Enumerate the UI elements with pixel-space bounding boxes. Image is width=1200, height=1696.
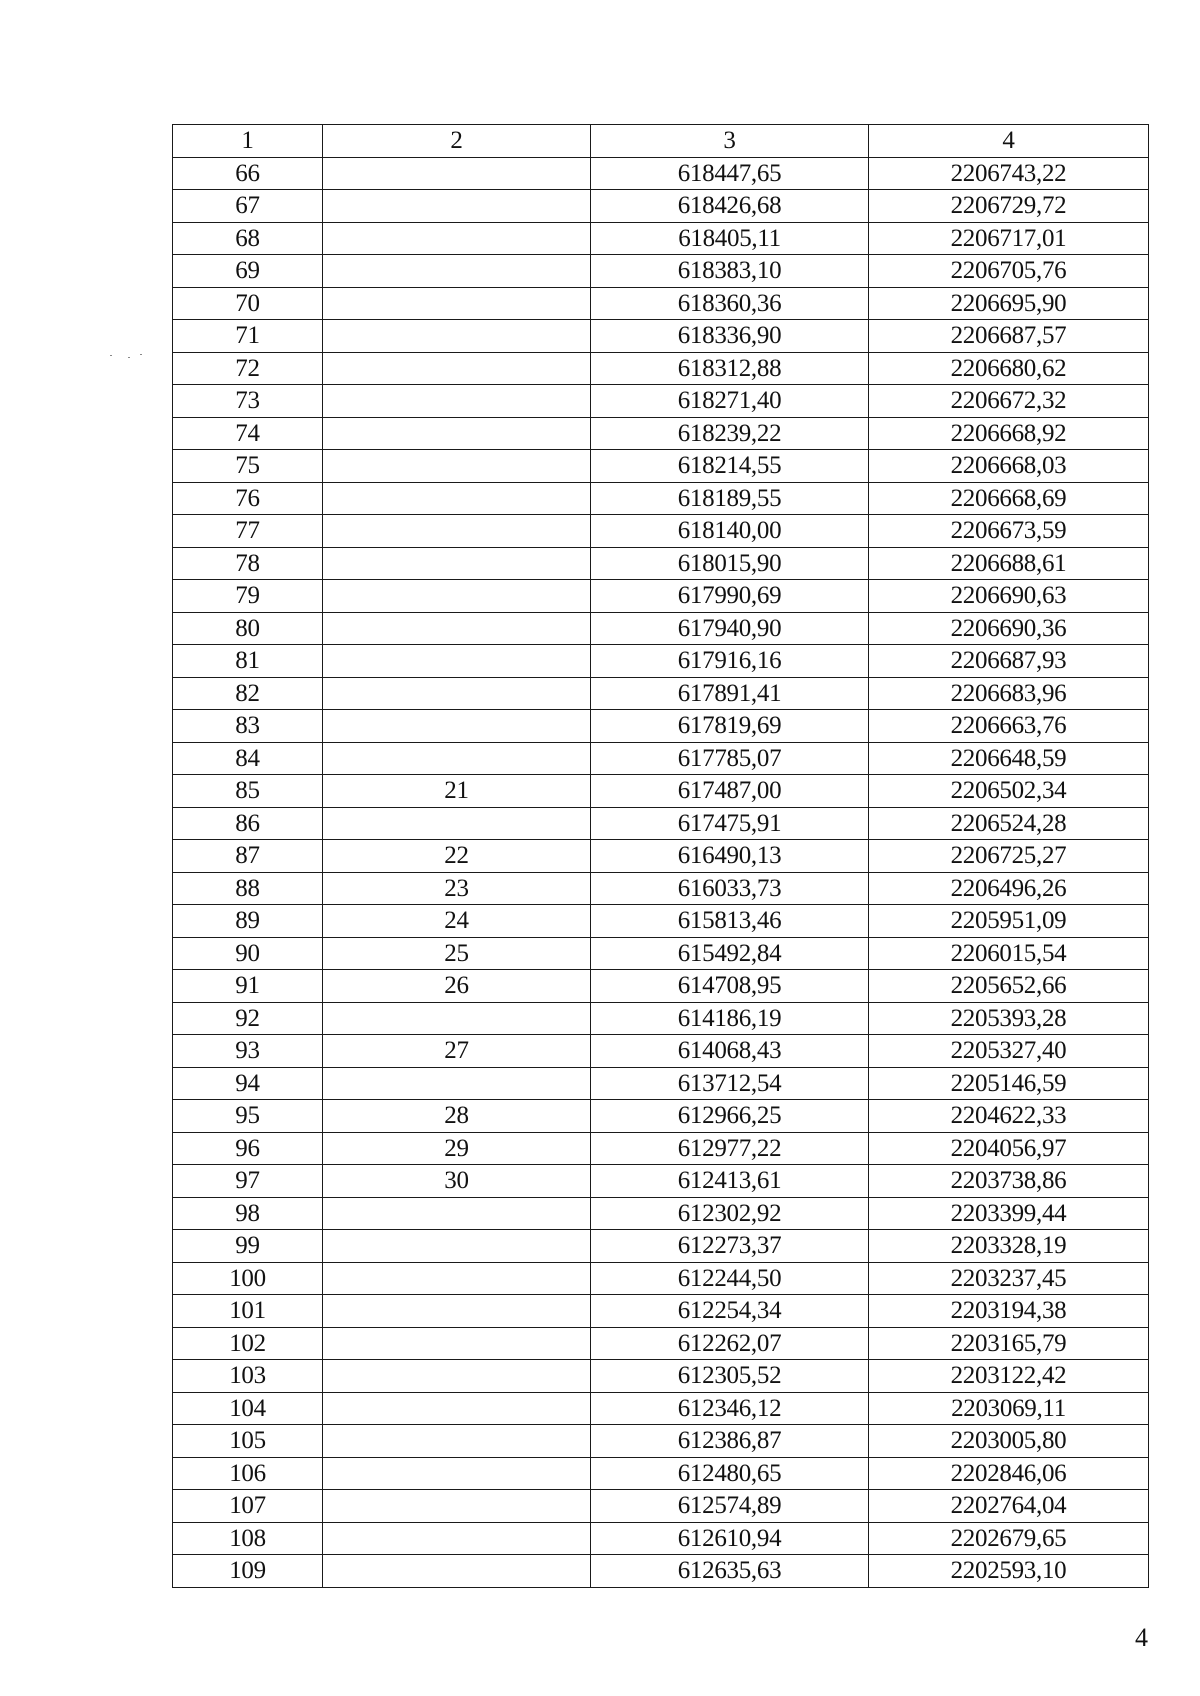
table-row <box>173 775 1149 808</box>
table-row <box>173 1165 1149 1198</box>
scan-speck <box>128 357 130 358</box>
x-coordinate-cell: 616033,73 <box>591 872 869 905</box>
sub-number-cell: 23 <box>323 872 591 905</box>
x-coordinate-cell: 614708,95 <box>591 970 869 1003</box>
y-coordinate-cell: 2202593,10 <box>869 1555 1149 1588</box>
page-number: 4 <box>1135 1623 1148 1652</box>
sub-number-cell <box>323 255 591 288</box>
point-number-cell: 77 <box>173 515 323 548</box>
table-row <box>173 287 1149 320</box>
sub-number-cell <box>323 1425 591 1458</box>
table-row <box>173 482 1149 515</box>
y-coordinate-cell: 2206496,26 <box>869 872 1149 905</box>
x-coordinate-cell: 618360,36 <box>591 287 869 320</box>
sub-number-cell <box>323 482 591 515</box>
x-coordinate-cell: 618271,40 <box>591 385 869 418</box>
x-coordinate-cell: 616490,13 <box>591 840 869 873</box>
x-coordinate-cell: 618239,22 <box>591 417 869 450</box>
table-row <box>173 645 1149 678</box>
table-row <box>173 352 1149 385</box>
x-coordinate-cell: 612574,89 <box>591 1490 869 1523</box>
sub-number-cell <box>323 320 591 353</box>
y-coordinate-cell: 2206648,59 <box>869 742 1149 775</box>
table-row <box>173 1555 1149 1588</box>
x-coordinate-cell: 617990,69 <box>591 580 869 613</box>
table-row <box>173 677 1149 710</box>
table-row <box>173 1360 1149 1393</box>
sub-number-cell <box>323 580 591 613</box>
point-number-cell: 104 <box>173 1392 323 1425</box>
table-row <box>173 320 1149 353</box>
table-row <box>173 417 1149 450</box>
sub-number-cell <box>323 157 591 190</box>
scan-speck <box>140 354 142 355</box>
point-number-cell: 74 <box>173 417 323 450</box>
y-coordinate-cell: 2206672,32 <box>869 385 1149 418</box>
sub-number-cell <box>323 352 591 385</box>
y-coordinate-cell: 2206687,57 <box>869 320 1149 353</box>
y-coordinate-cell: 2206680,62 <box>869 352 1149 385</box>
sub-number-cell <box>323 287 591 320</box>
y-coordinate-cell: 2206695,90 <box>869 287 1149 320</box>
sub-number-cell <box>323 515 591 548</box>
point-number-cell: 102 <box>173 1327 323 1360</box>
x-coordinate-cell: 612480,65 <box>591 1457 869 1490</box>
table-row <box>173 157 1149 190</box>
x-coordinate-cell: 612966,25 <box>591 1100 869 1133</box>
sub-number-cell <box>323 417 591 450</box>
x-coordinate-cell: 612977,22 <box>591 1132 869 1165</box>
point-number-cell: 96 <box>173 1132 323 1165</box>
sub-number-cell: 30 <box>323 1165 591 1198</box>
point-number-cell: 97 <box>173 1165 323 1198</box>
point-number-cell: 81 <box>173 645 323 678</box>
y-coordinate-cell: 2206668,92 <box>869 417 1149 450</box>
y-coordinate-cell: 2206663,76 <box>869 710 1149 743</box>
y-coordinate-cell: 2206015,54 <box>869 937 1149 970</box>
x-coordinate-cell: 618189,55 <box>591 482 869 515</box>
y-coordinate-cell: 2204056,97 <box>869 1132 1149 1165</box>
point-number-cell: 71 <box>173 320 323 353</box>
table-row <box>173 1327 1149 1360</box>
column-header-3: 3 <box>591 125 869 158</box>
column-header-2: 2 <box>323 125 591 158</box>
x-coordinate-cell: 618447,65 <box>591 157 869 190</box>
table-row <box>173 742 1149 775</box>
sub-number-cell: 21 <box>323 775 591 808</box>
y-coordinate-cell: 2203005,80 <box>869 1425 1149 1458</box>
point-number-cell: 87 <box>173 840 323 873</box>
x-coordinate-cell: 612610,94 <box>591 1522 869 1555</box>
point-number-cell: 103 <box>173 1360 323 1393</box>
y-coordinate-cell: 2206683,96 <box>869 677 1149 710</box>
point-number-cell: 76 <box>173 482 323 515</box>
x-coordinate-cell: 618312,88 <box>591 352 869 385</box>
x-coordinate-cell: 618336,90 <box>591 320 869 353</box>
y-coordinate-cell: 2205951,09 <box>869 905 1149 938</box>
point-number-cell: 86 <box>173 807 323 840</box>
y-coordinate-cell: 2206687,93 <box>869 645 1149 678</box>
x-coordinate-cell: 614186,19 <box>591 1002 869 1035</box>
scan-speck <box>110 355 112 356</box>
sub-number-cell <box>323 1392 591 1425</box>
y-coordinate-cell: 2206668,03 <box>869 450 1149 483</box>
sub-number-cell: 22 <box>323 840 591 873</box>
sub-number-cell: 29 <box>323 1132 591 1165</box>
x-coordinate-cell: 612244,50 <box>591 1262 869 1295</box>
y-coordinate-cell: 2203399,44 <box>869 1197 1149 1230</box>
y-coordinate-cell: 2206725,27 <box>869 840 1149 873</box>
x-coordinate-cell: 612262,07 <box>591 1327 869 1360</box>
point-number-cell: 90 <box>173 937 323 970</box>
y-coordinate-cell: 2203069,11 <box>869 1392 1149 1425</box>
y-coordinate-cell: 2206502,34 <box>869 775 1149 808</box>
sub-number-cell <box>323 612 591 645</box>
point-number-cell: 72 <box>173 352 323 385</box>
x-coordinate-cell: 617487,00 <box>591 775 869 808</box>
sub-number-cell <box>323 645 591 678</box>
sub-number-cell <box>323 677 591 710</box>
sub-number-cell <box>323 1197 591 1230</box>
sub-number-cell <box>323 190 591 223</box>
table-row <box>173 905 1149 938</box>
table-row <box>173 222 1149 255</box>
sub-number-cell <box>323 742 591 775</box>
y-coordinate-cell: 2206717,01 <box>869 222 1149 255</box>
point-number-cell: 83 <box>173 710 323 743</box>
point-number-cell: 82 <box>173 677 323 710</box>
table-row <box>173 807 1149 840</box>
table-row <box>173 255 1149 288</box>
table-row <box>173 1457 1149 1490</box>
point-number-cell: 99 <box>173 1230 323 1263</box>
point-number-cell: 107 <box>173 1490 323 1523</box>
table-header-row <box>173 125 1149 158</box>
y-coordinate-cell: 2206743,22 <box>869 157 1149 190</box>
point-number-cell: 79 <box>173 580 323 613</box>
table-row <box>173 450 1149 483</box>
x-coordinate-cell: 618015,90 <box>591 547 869 580</box>
sub-number-cell: 28 <box>323 1100 591 1133</box>
table-row <box>173 970 1149 1003</box>
x-coordinate-cell: 617785,07 <box>591 742 869 775</box>
y-coordinate-cell: 2205146,59 <box>869 1067 1149 1100</box>
point-number-cell: 101 <box>173 1295 323 1328</box>
point-number-cell: 84 <box>173 742 323 775</box>
x-coordinate-cell: 618405,11 <box>591 222 869 255</box>
y-coordinate-cell: 2203738,86 <box>869 1165 1149 1198</box>
y-coordinate-cell: 2206729,72 <box>869 190 1149 223</box>
x-coordinate-cell: 612302,92 <box>591 1197 869 1230</box>
x-coordinate-cell: 618426,68 <box>591 190 869 223</box>
table-row <box>173 1490 1149 1523</box>
point-number-cell: 66 <box>173 157 323 190</box>
x-coordinate-cell: 613712,54 <box>591 1067 869 1100</box>
x-coordinate-cell: 617916,16 <box>591 645 869 678</box>
coordinates-table <box>172 124 1149 1588</box>
y-coordinate-cell: 2203328,19 <box>869 1230 1149 1263</box>
y-coordinate-cell: 2206690,63 <box>869 580 1149 613</box>
sub-number-cell <box>323 450 591 483</box>
table-row <box>173 1132 1149 1165</box>
point-number-cell: 92 <box>173 1002 323 1035</box>
point-number-cell: 68 <box>173 222 323 255</box>
sub-number-cell <box>323 385 591 418</box>
sub-number-cell <box>323 1067 591 1100</box>
x-coordinate-cell: 612254,34 <box>591 1295 869 1328</box>
x-coordinate-cell: 617475,91 <box>591 807 869 840</box>
x-coordinate-cell: 617940,90 <box>591 612 869 645</box>
x-coordinate-cell: 612635,63 <box>591 1555 869 1588</box>
table-row <box>173 547 1149 580</box>
point-number-cell: 106 <box>173 1457 323 1490</box>
point-number-cell: 67 <box>173 190 323 223</box>
point-number-cell: 73 <box>173 385 323 418</box>
y-coordinate-cell: 2203165,79 <box>869 1327 1149 1360</box>
table-row <box>173 515 1149 548</box>
y-coordinate-cell: 2203237,45 <box>869 1262 1149 1295</box>
sub-number-cell <box>323 710 591 743</box>
y-coordinate-cell: 2203122,42 <box>869 1360 1149 1393</box>
point-number-cell: 94 <box>173 1067 323 1100</box>
y-coordinate-cell: 2206688,61 <box>869 547 1149 580</box>
table-row <box>173 1197 1149 1230</box>
x-coordinate-cell: 615492,84 <box>591 937 869 970</box>
sub-number-cell <box>323 1002 591 1035</box>
column-header-1: 1 <box>173 125 323 158</box>
y-coordinate-cell: 2205327,40 <box>869 1035 1149 1068</box>
table-row <box>173 1522 1149 1555</box>
point-number-cell: 80 <box>173 612 323 645</box>
x-coordinate-cell: 612273,37 <box>591 1230 869 1263</box>
y-coordinate-cell: 2205393,28 <box>869 1002 1149 1035</box>
point-number-cell: 85 <box>173 775 323 808</box>
table-row <box>173 580 1149 613</box>
y-coordinate-cell: 2206668,69 <box>869 482 1149 515</box>
point-number-cell: 100 <box>173 1262 323 1295</box>
x-coordinate-cell: 612413,61 <box>591 1165 869 1198</box>
y-coordinate-cell: 2206705,76 <box>869 255 1149 288</box>
table-row <box>173 710 1149 743</box>
table-row <box>173 385 1149 418</box>
table-row <box>173 1295 1149 1328</box>
x-coordinate-cell: 618383,10 <box>591 255 869 288</box>
point-number-cell: 91 <box>173 970 323 1003</box>
sub-number-cell <box>323 807 591 840</box>
y-coordinate-cell: 2206524,28 <box>869 807 1149 840</box>
y-coordinate-cell: 2206690,36 <box>869 612 1149 645</box>
table-row <box>173 1035 1149 1068</box>
table-row <box>173 1392 1149 1425</box>
sub-number-cell <box>323 1262 591 1295</box>
y-coordinate-cell: 2206673,59 <box>869 515 1149 548</box>
sub-number-cell <box>323 547 591 580</box>
table-row <box>173 840 1149 873</box>
table-row <box>173 1067 1149 1100</box>
y-coordinate-cell: 2202679,65 <box>869 1522 1149 1555</box>
y-coordinate-cell: 2202764,04 <box>869 1490 1149 1523</box>
point-number-cell: 78 <box>173 547 323 580</box>
point-number-cell: 89 <box>173 905 323 938</box>
sub-number-cell <box>323 1457 591 1490</box>
table-row <box>173 1230 1149 1263</box>
y-coordinate-cell: 2203194,38 <box>869 1295 1149 1328</box>
sub-number-cell <box>323 1555 591 1588</box>
x-coordinate-cell: 618140,00 <box>591 515 869 548</box>
table-row <box>173 1002 1149 1035</box>
point-number-cell: 69 <box>173 255 323 288</box>
table-row <box>173 872 1149 905</box>
table-row <box>173 937 1149 970</box>
y-coordinate-cell: 2205652,66 <box>869 970 1149 1003</box>
point-number-cell: 98 <box>173 1197 323 1230</box>
table-row <box>173 190 1149 223</box>
sub-number-cell: 27 <box>323 1035 591 1068</box>
y-coordinate-cell: 2204622,33 <box>869 1100 1149 1133</box>
x-coordinate-cell: 612305,52 <box>591 1360 869 1393</box>
sub-number-cell <box>323 1360 591 1393</box>
point-number-cell: 70 <box>173 287 323 320</box>
x-coordinate-cell: 617819,69 <box>591 710 869 743</box>
x-coordinate-cell: 612386,87 <box>591 1425 869 1458</box>
sub-number-cell <box>323 1490 591 1523</box>
table-body <box>173 157 1149 1587</box>
x-coordinate-cell: 617891,41 <box>591 677 869 710</box>
sub-number-cell <box>323 1295 591 1328</box>
point-number-cell: 105 <box>173 1425 323 1458</box>
sub-number-cell: 25 <box>323 937 591 970</box>
sub-number-cell: 24 <box>323 905 591 938</box>
sub-number-cell <box>323 1230 591 1263</box>
x-coordinate-cell: 612346,12 <box>591 1392 869 1425</box>
point-number-cell: 108 <box>173 1522 323 1555</box>
table-row <box>173 1262 1149 1295</box>
x-coordinate-cell: 614068,43 <box>591 1035 869 1068</box>
x-coordinate-cell: 618214,55 <box>591 450 869 483</box>
point-number-cell: 95 <box>173 1100 323 1133</box>
column-header-4: 4 <box>869 125 1149 158</box>
sub-number-cell: 26 <box>323 970 591 1003</box>
point-number-cell: 109 <box>173 1555 323 1588</box>
table-row <box>173 1425 1149 1458</box>
sub-number-cell <box>323 222 591 255</box>
x-coordinate-cell: 615813,46 <box>591 905 869 938</box>
table-row <box>173 1100 1149 1133</box>
sub-number-cell <box>323 1522 591 1555</box>
y-coordinate-cell: 2202846,06 <box>869 1457 1149 1490</box>
sub-number-cell <box>323 1327 591 1360</box>
table-row <box>173 612 1149 645</box>
point-number-cell: 75 <box>173 450 323 483</box>
point-number-cell: 88 <box>173 872 323 905</box>
point-number-cell: 93 <box>173 1035 323 1068</box>
